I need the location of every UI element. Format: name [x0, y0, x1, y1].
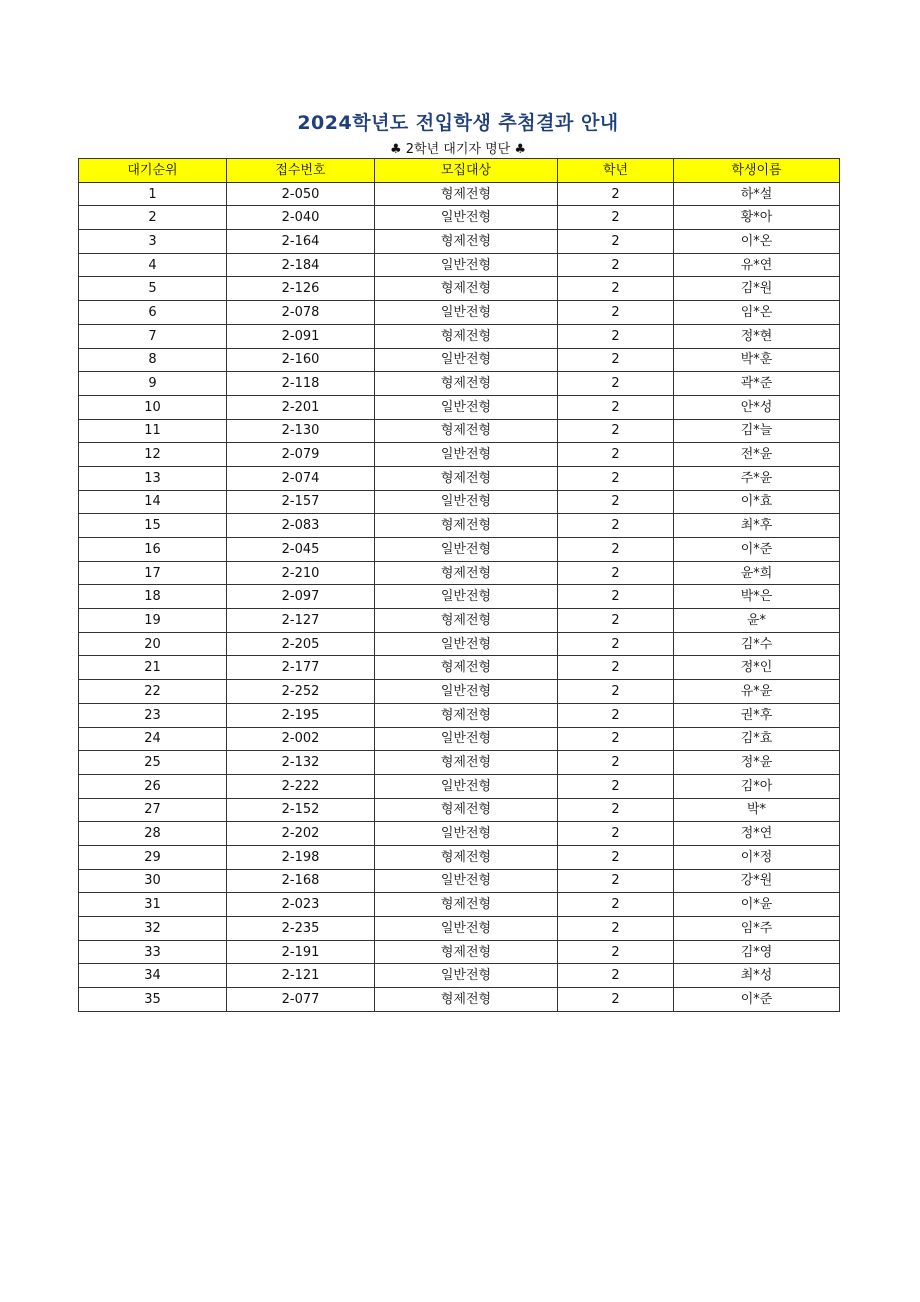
cell-grade: 2: [558, 964, 674, 988]
cell-waitlist-rank: 5: [79, 277, 227, 301]
cell-application-number: 2-157: [227, 490, 375, 514]
cell-student-name: 김*영: [674, 940, 840, 964]
cell-waitlist-rank: 29: [79, 845, 227, 869]
cell-grade: 2: [558, 751, 674, 775]
cell-application-number: 2-132: [227, 751, 375, 775]
cell-waitlist-rank: 22: [79, 680, 227, 704]
cell-grade: 2: [558, 443, 674, 467]
cell-waitlist-rank: 32: [79, 917, 227, 941]
cell-waitlist-rank: 28: [79, 822, 227, 846]
table-row: [79, 964, 840, 988]
table-row: [79, 206, 840, 230]
cell-application-number: 2-210: [227, 561, 375, 585]
cell-application-number: 2-126: [227, 277, 375, 301]
cell-grade: 2: [558, 798, 674, 822]
cell-application-number: 2-050: [227, 182, 375, 206]
cell-grade: 2: [558, 395, 674, 419]
cell-waitlist-rank: 33: [79, 940, 227, 964]
cell-application-number: 2-118: [227, 372, 375, 396]
cell-student-name: 박*은: [674, 585, 840, 609]
cell-admission-type: 형제전형: [375, 419, 558, 443]
cell-student-name: 김*효: [674, 727, 840, 751]
cell-grade: 2: [558, 206, 674, 230]
cell-admission-type: 일반전형: [375, 253, 558, 277]
cell-application-number: 2-152: [227, 798, 375, 822]
cell-admission-type: 형제전형: [375, 182, 558, 206]
table-header: [79, 159, 840, 183]
cell-admission-type: 일반전형: [375, 680, 558, 704]
cell-admission-type: 일반전형: [375, 443, 558, 467]
cell-student-name: 전*윤: [674, 443, 840, 467]
cell-application-number: 2-045: [227, 538, 375, 562]
cell-waitlist-rank: 15: [79, 514, 227, 538]
cell-grade: 2: [558, 490, 674, 514]
cell-student-name: 임*주: [674, 917, 840, 941]
table-row: [79, 253, 840, 277]
cell-waitlist-rank: 2: [79, 206, 227, 230]
cell-admission-type: 형제전형: [375, 798, 558, 822]
table-row: [79, 372, 840, 396]
cell-waitlist-rank: 6: [79, 301, 227, 325]
cell-admission-type: 일반전형: [375, 869, 558, 893]
cell-application-number: 2-202: [227, 822, 375, 846]
cell-grade: 2: [558, 988, 674, 1012]
table-row: [79, 940, 840, 964]
cell-waitlist-rank: 12: [79, 443, 227, 467]
cell-application-number: 2-160: [227, 348, 375, 372]
cell-application-number: 2-097: [227, 585, 375, 609]
cell-waitlist-rank: 11: [79, 419, 227, 443]
table-row: [79, 395, 840, 419]
cell-waitlist-rank: 27: [79, 798, 227, 822]
cell-student-name: 윤*희: [674, 561, 840, 585]
cell-application-number: 2-121: [227, 964, 375, 988]
cell-admission-type: 형제전형: [375, 324, 558, 348]
cell-admission-type: 일반전형: [375, 727, 558, 751]
cell-application-number: 2-177: [227, 656, 375, 680]
cell-grade: 2: [558, 561, 674, 585]
table-row: [79, 751, 840, 775]
cell-waitlist-rank: 30: [79, 869, 227, 893]
table-row: [79, 703, 840, 727]
table-row: [79, 609, 840, 633]
cell-application-number: 2-083: [227, 514, 375, 538]
cell-waitlist-rank: 19: [79, 609, 227, 633]
cell-waitlist-rank: 23: [79, 703, 227, 727]
cell-student-name: 최*후: [674, 514, 840, 538]
cell-application-number: 2-079: [227, 443, 375, 467]
cell-student-name: 이*윤: [674, 893, 840, 917]
cell-admission-type: 일반전형: [375, 301, 558, 325]
cell-waitlist-rank: 25: [79, 751, 227, 775]
cell-admission-type: 형제전형: [375, 514, 558, 538]
cell-student-name: 이*온: [674, 230, 840, 254]
cell-waitlist-rank: 16: [79, 538, 227, 562]
table-row: [79, 869, 840, 893]
header-waitlist-rank: 대기순위: [79, 159, 227, 183]
cell-student-name: 권*후: [674, 703, 840, 727]
cell-waitlist-rank: 26: [79, 774, 227, 798]
cell-waitlist-rank: 14: [79, 490, 227, 514]
table-row: [79, 774, 840, 798]
header-student-name: 학생이름: [674, 159, 840, 183]
cell-application-number: 2-078: [227, 301, 375, 325]
cell-admission-type: 일반전형: [375, 538, 558, 562]
table-row: [79, 490, 840, 514]
header-application-number: 접수번호: [227, 159, 375, 183]
cell-waitlist-rank: 13: [79, 466, 227, 490]
table-row: [79, 917, 840, 941]
cell-student-name: 최*성: [674, 964, 840, 988]
cell-grade: 2: [558, 632, 674, 656]
cell-student-name: 유*연: [674, 253, 840, 277]
cell-grade: 2: [558, 917, 674, 941]
cell-waitlist-rank: 35: [79, 988, 227, 1012]
cell-admission-type: 형제전형: [375, 230, 558, 254]
cell-admission-type: 형제전형: [375, 940, 558, 964]
cell-student-name: 윤*: [674, 609, 840, 633]
cell-application-number: 2-205: [227, 632, 375, 656]
cell-student-name: 이*준: [674, 538, 840, 562]
cell-waitlist-rank: 8: [79, 348, 227, 372]
cell-student-name: 이*준: [674, 988, 840, 1012]
cell-student-name: 강*원: [674, 869, 840, 893]
cell-application-number: 2-191: [227, 940, 375, 964]
cell-student-name: 곽*준: [674, 372, 840, 396]
cell-application-number: 2-040: [227, 206, 375, 230]
cell-waitlist-rank: 31: [79, 893, 227, 917]
cell-grade: 2: [558, 301, 674, 325]
cell-waitlist-rank: 3: [79, 230, 227, 254]
table-row: [79, 845, 840, 869]
cell-student-name: 정*연: [674, 822, 840, 846]
cell-student-name: 이*효: [674, 490, 840, 514]
cell-application-number: 2-184: [227, 253, 375, 277]
cell-grade: 2: [558, 324, 674, 348]
cell-application-number: 2-222: [227, 774, 375, 798]
cell-admission-type: 일반전형: [375, 585, 558, 609]
header-grade: 학년: [558, 159, 674, 183]
table-row: [79, 822, 840, 846]
cell-waitlist-rank: 20: [79, 632, 227, 656]
cell-grade: 2: [558, 893, 674, 917]
table-row: [79, 798, 840, 822]
cell-admission-type: 일반전형: [375, 206, 558, 230]
cell-student-name: 김*수: [674, 632, 840, 656]
cell-grade: 2: [558, 940, 674, 964]
header-row: [79, 159, 840, 183]
cell-student-name: 안*성: [674, 395, 840, 419]
cell-grade: 2: [558, 845, 674, 869]
cell-grade: 2: [558, 727, 674, 751]
cell-student-name: 이*정: [674, 845, 840, 869]
cell-grade: 2: [558, 822, 674, 846]
cell-admission-type: 형제전형: [375, 893, 558, 917]
table-row: [79, 277, 840, 301]
cell-waitlist-rank: 21: [79, 656, 227, 680]
cell-application-number: 2-195: [227, 703, 375, 727]
cell-grade: 2: [558, 774, 674, 798]
cell-admission-type: 형제전형: [375, 277, 558, 301]
cell-application-number: 2-127: [227, 609, 375, 633]
cell-grade: 2: [558, 680, 674, 704]
cell-grade: 2: [558, 869, 674, 893]
cell-admission-type: 형제전형: [375, 751, 558, 775]
cell-student-name: 정*인: [674, 656, 840, 680]
cell-admission-type: 형제전형: [375, 372, 558, 396]
cell-admission-type: 형제전형: [375, 703, 558, 727]
cell-student-name: 정*현: [674, 324, 840, 348]
cell-student-name: 정*윤: [674, 751, 840, 775]
cell-student-name: 박*: [674, 798, 840, 822]
cell-admission-type: 형제전형: [375, 561, 558, 585]
table-row: [79, 988, 840, 1012]
cell-application-number: 2-023: [227, 893, 375, 917]
cell-application-number: 2-077: [227, 988, 375, 1012]
table-row: [79, 656, 840, 680]
cell-waitlist-rank: 18: [79, 585, 227, 609]
cell-admission-type: 형제전형: [375, 988, 558, 1012]
table-row: [79, 466, 840, 490]
cell-grade: 2: [558, 372, 674, 396]
cell-grade: 2: [558, 419, 674, 443]
table-row: [79, 538, 840, 562]
cell-student-name: 김*늘: [674, 419, 840, 443]
cell-grade: 2: [558, 656, 674, 680]
table-row: [79, 324, 840, 348]
cell-grade: 2: [558, 348, 674, 372]
cell-admission-type: 일반전형: [375, 774, 558, 798]
table-row: [79, 893, 840, 917]
cell-admission-type: 일반전형: [375, 395, 558, 419]
cell-admission-type: 일반전형: [375, 964, 558, 988]
table-row: [79, 727, 840, 751]
cell-waitlist-rank: 24: [79, 727, 227, 751]
cell-admission-type: 형제전형: [375, 466, 558, 490]
cell-application-number: 2-252: [227, 680, 375, 704]
cell-grade: 2: [558, 277, 674, 301]
cell-waitlist-rank: 9: [79, 372, 227, 396]
cell-waitlist-rank: 17: [79, 561, 227, 585]
table-row: [79, 680, 840, 704]
cell-waitlist-rank: 4: [79, 253, 227, 277]
cell-admission-type: 일반전형: [375, 822, 558, 846]
cell-student-name: 임*온: [674, 301, 840, 325]
cell-student-name: 김*아: [674, 774, 840, 798]
cell-student-name: 유*윤: [674, 680, 840, 704]
table-row: [79, 514, 840, 538]
cell-application-number: 2-235: [227, 917, 375, 941]
table-row: [79, 348, 840, 372]
cell-admission-type: 일반전형: [375, 490, 558, 514]
cell-waitlist-rank: 34: [79, 964, 227, 988]
cell-admission-type: 형제전형: [375, 656, 558, 680]
table-row: [79, 230, 840, 254]
cell-grade: 2: [558, 253, 674, 277]
cell-student-name: 황*아: [674, 206, 840, 230]
cell-admission-type: 일반전형: [375, 632, 558, 656]
cell-student-name: 주*윤: [674, 466, 840, 490]
cell-admission-type: 일반전형: [375, 917, 558, 941]
page-title: 2024학년도 전입학생 추첨결과 안내: [297, 112, 619, 134]
cell-application-number: 2-002: [227, 727, 375, 751]
cell-grade: 2: [558, 514, 674, 538]
cell-waitlist-rank: 7: [79, 324, 227, 348]
cell-application-number: 2-198: [227, 845, 375, 869]
cell-application-number: 2-168: [227, 869, 375, 893]
table-body: [79, 182, 840, 1011]
cell-grade: 2: [558, 230, 674, 254]
cell-application-number: 2-091: [227, 324, 375, 348]
waitlist-table: [78, 158, 840, 1012]
table-row: [79, 301, 840, 325]
cell-application-number: 2-164: [227, 230, 375, 254]
header-admission-type: 모집대상: [375, 159, 558, 183]
table-row: [79, 632, 840, 656]
table-row: [79, 182, 840, 206]
cell-student-name: 하*설: [674, 182, 840, 206]
cell-grade: 2: [558, 609, 674, 633]
cell-grade: 2: [558, 538, 674, 562]
cell-waitlist-rank: 1: [79, 182, 227, 206]
cell-grade: 2: [558, 466, 674, 490]
cell-grade: 2: [558, 703, 674, 727]
cell-application-number: 2-074: [227, 466, 375, 490]
cell-student-name: 박*훈: [674, 348, 840, 372]
table-row: [79, 443, 840, 467]
page-subtitle: ♣ 2학년 대기자 명단 ♣: [389, 142, 526, 157]
cell-admission-type: 일반전형: [375, 348, 558, 372]
cell-student-name: 김*원: [674, 277, 840, 301]
cell-application-number: 2-201: [227, 395, 375, 419]
cell-application-number: 2-130: [227, 419, 375, 443]
cell-grade: 2: [558, 585, 674, 609]
table-row: [79, 419, 840, 443]
table-row: [79, 561, 840, 585]
cell-admission-type: 형제전형: [375, 609, 558, 633]
cell-waitlist-rank: 10: [79, 395, 227, 419]
table-row: [79, 585, 840, 609]
cell-grade: 2: [558, 182, 674, 206]
cell-admission-type: 형제전형: [375, 845, 558, 869]
